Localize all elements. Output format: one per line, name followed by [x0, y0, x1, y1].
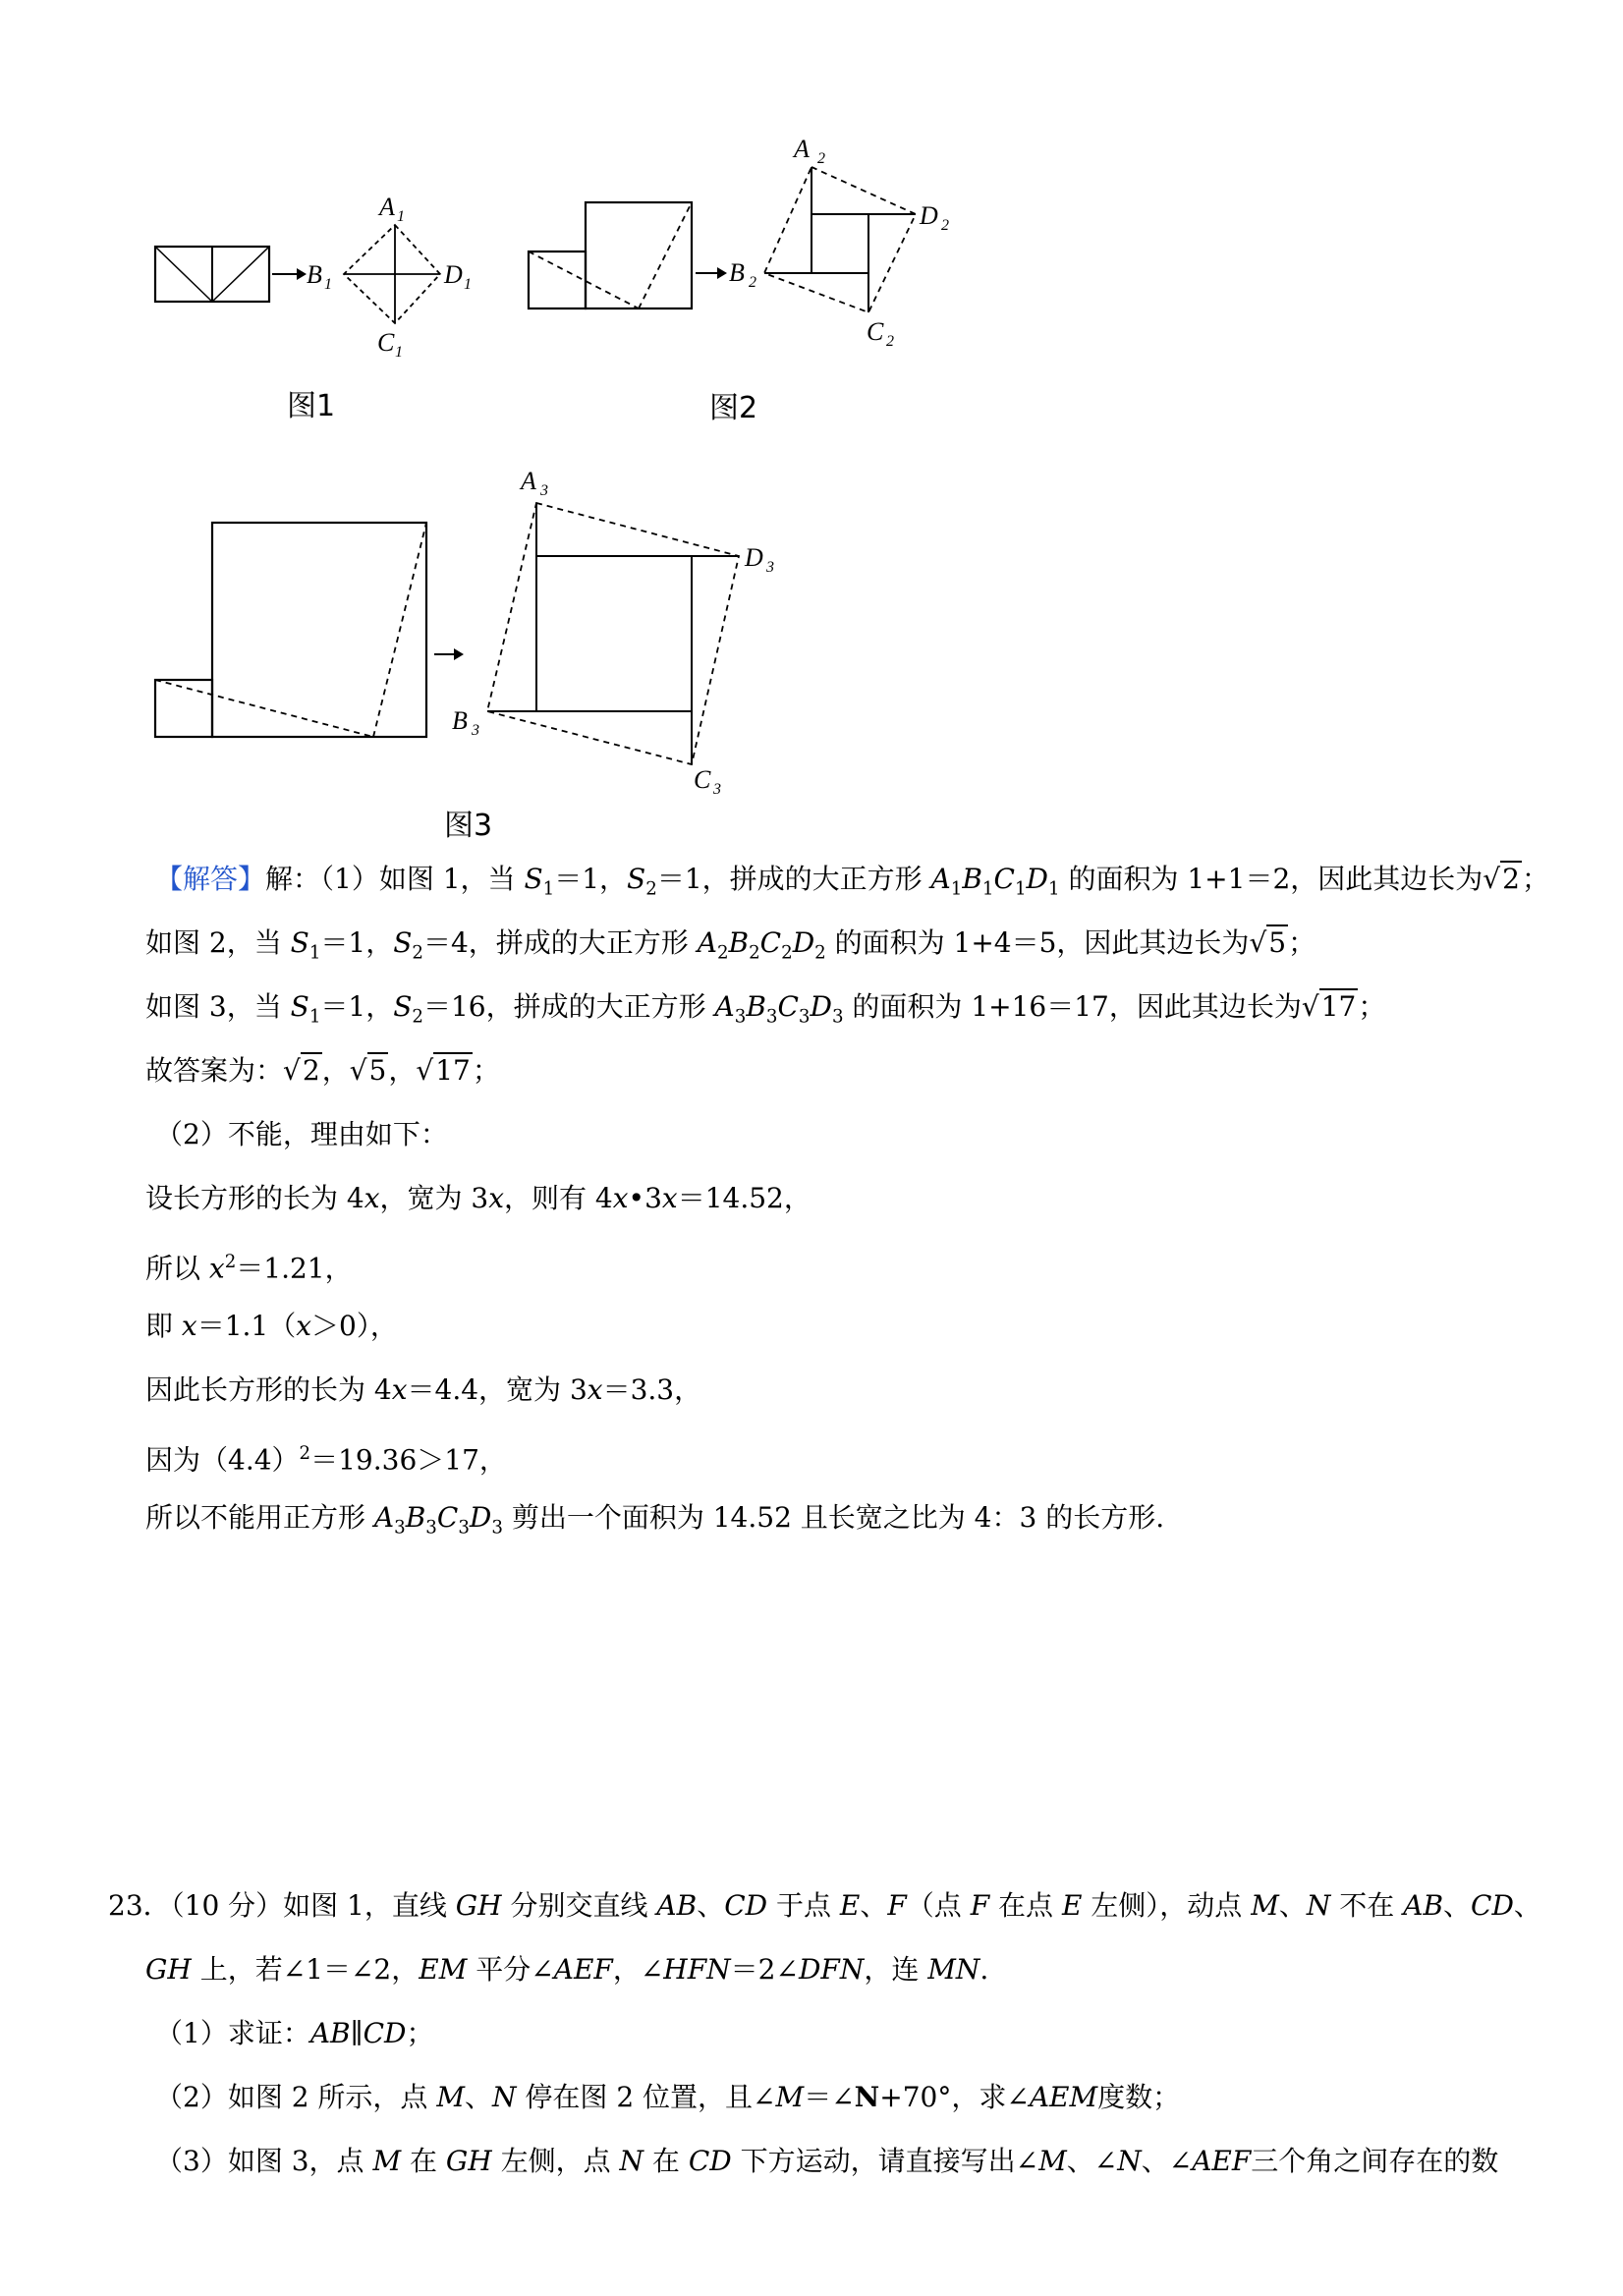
- label-b2: B: [729, 258, 745, 287]
- answer-tag: 【解答】: [155, 863, 266, 895]
- answer-line-7: 所以 $x^2=1.21$，: [145, 1252, 353, 1285]
- question-23-part-3: （3）如图 3，点 M 在 GH 左侧，点 N 在 CD 下方运动，请直接写出∠M、∠N、∠AEF三个角之间存在的数: [155, 2145, 1499, 2177]
- label-d1: D: [444, 260, 463, 289]
- label-a2: A: [794, 135, 810, 163]
- answer-line-11: 所以不能用正方形 $A_3B_3C_3D_3$ 剪出一个面积为 14.52 且长宽之比为 4：3 的长方形.: [145, 1501, 1165, 1539]
- answer-line-2: 如图 2，当 $S_1=1$，$S_2=4$，拼成的大正方形 $A_2B_2C_2D_2$ 的面积为 1+4＝5，因此其边长为√5；: [145, 926, 1316, 964]
- question-23-line-2: GH 上，若∠1＝∠2，EM 平分∠AEF，∠HFN＝2∠DFN，连 MN.: [145, 1953, 989, 1986]
- svg-text:3: 3: [472, 722, 479, 739]
- svg-text:2: 2: [817, 150, 825, 167]
- label-c1: C: [377, 328, 395, 357]
- svg-text:2: 2: [941, 217, 949, 234]
- label-a1: A: [379, 193, 395, 221]
- figure-1: [147, 192, 501, 368]
- label-c3: C: [694, 765, 711, 794]
- svg-text:1: 1: [395, 344, 403, 361]
- answer-line-5: （2）不能，理由如下：: [155, 1118, 448, 1150]
- answer-line-3: 如图 3，当 $S_1=1$，$S_2=16$，拼成的大正方形 $A_3B_3C_3D_3$ 的面积为 1+16＝17，因此其边长为√17；: [145, 990, 1386, 1028]
- label-a3: A: [521, 467, 536, 495]
- svg-text:3: 3: [713, 781, 721, 798]
- answer-line-8: 即 x＝1.1（x＞0），: [145, 1310, 398, 1342]
- svg-text:2: 2: [886, 333, 894, 350]
- svg-text:3: 3: [766, 559, 774, 576]
- answer-line-4: 故答案为：√2，√5，√17；: [145, 1054, 500, 1087]
- svg-text:2: 2: [749, 274, 756, 291]
- svg-text:1: 1: [324, 276, 332, 293]
- figure-3-caption: 图3: [444, 809, 493, 843]
- figure-2-caption: 图2: [709, 391, 758, 425]
- answer-line-9: 因此长方形的长为 4x＝4.4，宽为 3x＝3.3，: [145, 1373, 702, 1406]
- label-c2: C: [867, 317, 884, 346]
- question-23-line-1: 23．（10 分）如图 1，直线 GH 分别交直线 AB、CD 于点 E、F（点 F 在点 E 左侧），动点 M、N 不在 AB、CD、: [108, 1889, 1541, 1922]
- label-b1: B: [307, 260, 322, 289]
- svg-text:1: 1: [464, 276, 472, 293]
- answer-line-1: 【解答】解：（1）如图 1，当 $S_1=1$，$S_2=1$，拼成的大正方形 $A_1B_1C_1D_1$ 的面积为 1+1＝2，因此其边长为√2；: [155, 863, 1549, 900]
- answer-line-10: 因为$(4.4)^2=19.36>17$，: [145, 1443, 507, 1477]
- label-d3: D: [745, 543, 763, 572]
- question-23-part-1: （1）求证：AB∥CD；: [155, 2017, 434, 2049]
- answer-line-6: 设长方形的长为 4x，宽为 3x，则有 4x•3x＝14.52，: [145, 1182, 812, 1214]
- figure-2: [521, 128, 982, 364]
- figure-1-caption: 图1: [287, 389, 336, 423]
- question-23-part-2: （2）如图 2 所示，点 M、N 停在图 2 位置，且∠M＝∠N+70°，求∠AEM度数；: [155, 2081, 1181, 2113]
- label-d2: D: [920, 201, 938, 230]
- svg-text:1: 1: [397, 208, 405, 225]
- svg-text:3: 3: [540, 482, 548, 499]
- figure-3: [147, 462, 796, 806]
- label-b3: B: [452, 706, 468, 735]
